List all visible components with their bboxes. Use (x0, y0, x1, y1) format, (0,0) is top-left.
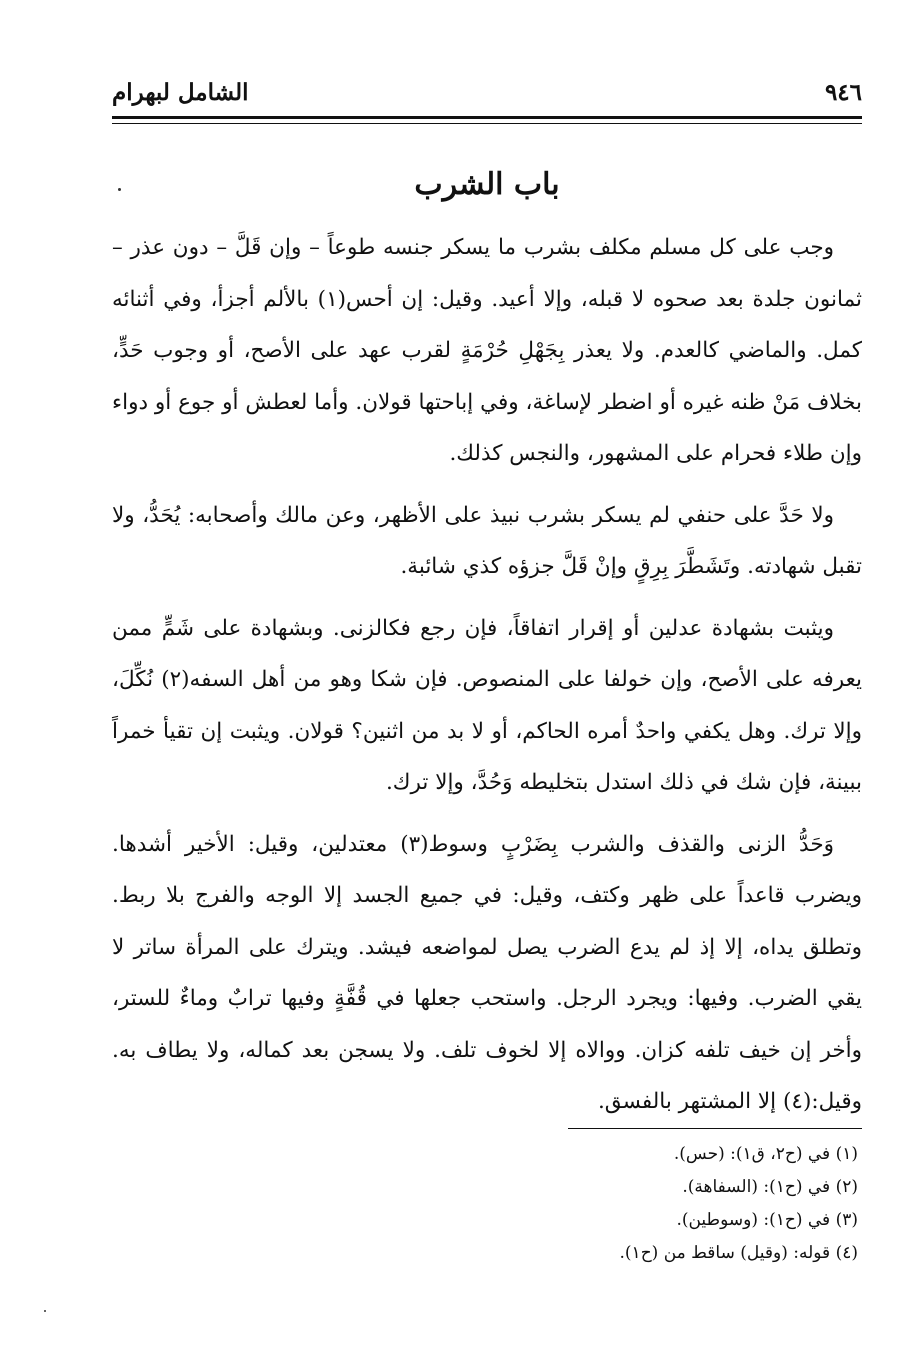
scan-speck (44, 1310, 46, 1312)
chapter-title: باب الشرب (414, 167, 560, 202)
footnotes (400, 1138, 858, 1270)
page-number: ٩٤٦ (824, 78, 862, 106)
paragraph: ولا حَدَّ على حنفي لم يسكر بشرب نبيذ على الأظهر، وعن مالك وأصحابه: يُحَدُّ، ولا تقبل شهادته. وتَشَطَّرَ بِرِقٍ وإنْ قَلَّ جزؤه كذي شائبة. (112, 502, 862, 579)
book-title: الشامل لبهرام (112, 78, 249, 106)
body-text (112, 222, 862, 1138)
footnote: (٢) في (ح١): (السفاهة). (682, 1177, 858, 1197)
footnote-rule (568, 1128, 862, 1129)
header-rule-thin (112, 123, 862, 124)
paragraph: ويثبت بشهادة عدلين أو إقرار اتفاقاً، فإن رجع فكالزنى. وبشهادة على شَمٍّ ممن يعرفه على الأصح، وإن خولفا على المنصوص. فإن شكا وهو من أهل السفه(٢) نُكِّلَ، وإلا ترك. وهل يكفي واحدٌ أمره الحاكم، أو لا بد من اثنين؟ قولان. ويثبت إن تقيأ خمراً ببينة، فإن شك في ذلك استدل بتخليطه وَحُدَّ، وإلا ترك. (112, 615, 862, 795)
running-header (112, 70, 862, 114)
footnote: (٣) في (ح١): (وسوطين). (676, 1210, 858, 1230)
scan-speck (118, 188, 121, 191)
footnote: (١) في (ح٢، ق١): (حس). (673, 1144, 858, 1164)
header-rule (112, 116, 862, 119)
paragraph: وَحَدُّ الزنى والقذف والشرب بِضَرْبٍ وسوط(٣) معتدلين، وقيل: الأخير أشدها. ويضرب قاعداً على ظهر وكتف، وقيل: في جميع الجسد إلا الوجه والفرج بلا ربط. وتطلق يداه، إلا إذ لم يدع الضرب يصل لمواضعه فيشد. ويترك على المرأة ساتر لا يقي الضرب. وفيها: ويجرد الرجل. واستحب جعلها في قُفَّةٍ وفيها ترابٌ وماءٌ للستر، وأخر إن خيف تلفه كزان. ووالاه إلا لخوف تلف. ولا يسجن بعد كماله، ولا يطاف به. وقيل:(٤) إلا المشتهر بالفسق. (112, 831, 862, 1114)
footnote: (٤) قوله: (وقيل) ساقط من (ح١). (619, 1243, 858, 1263)
paragraph: وجب على كل مسلم مكلف بشرب ما يسكر جنسه طوعاً – وإن قَلَّ – دون عذر – ثمانون جلدة بعد صحوه لا قبله، وإلا أعيد. وقيل: إن أحس(١) بالألم أجزأ، وفي أثنائه كمل. والماضي كالعدم. ولا يعذر بِجَهْلِ حُرْمَةٍ لقرب عهد على الأصح، أو وجوب حَدٍّ، بخلاف مَنْ ظنه غيره أو اضطر لإساغة، وفي إباحتها قولان. وأما لعطش أو جوع أو دواء وإن طلاء فحرام على المشهور، والنجس كذلك. (112, 235, 862, 466)
